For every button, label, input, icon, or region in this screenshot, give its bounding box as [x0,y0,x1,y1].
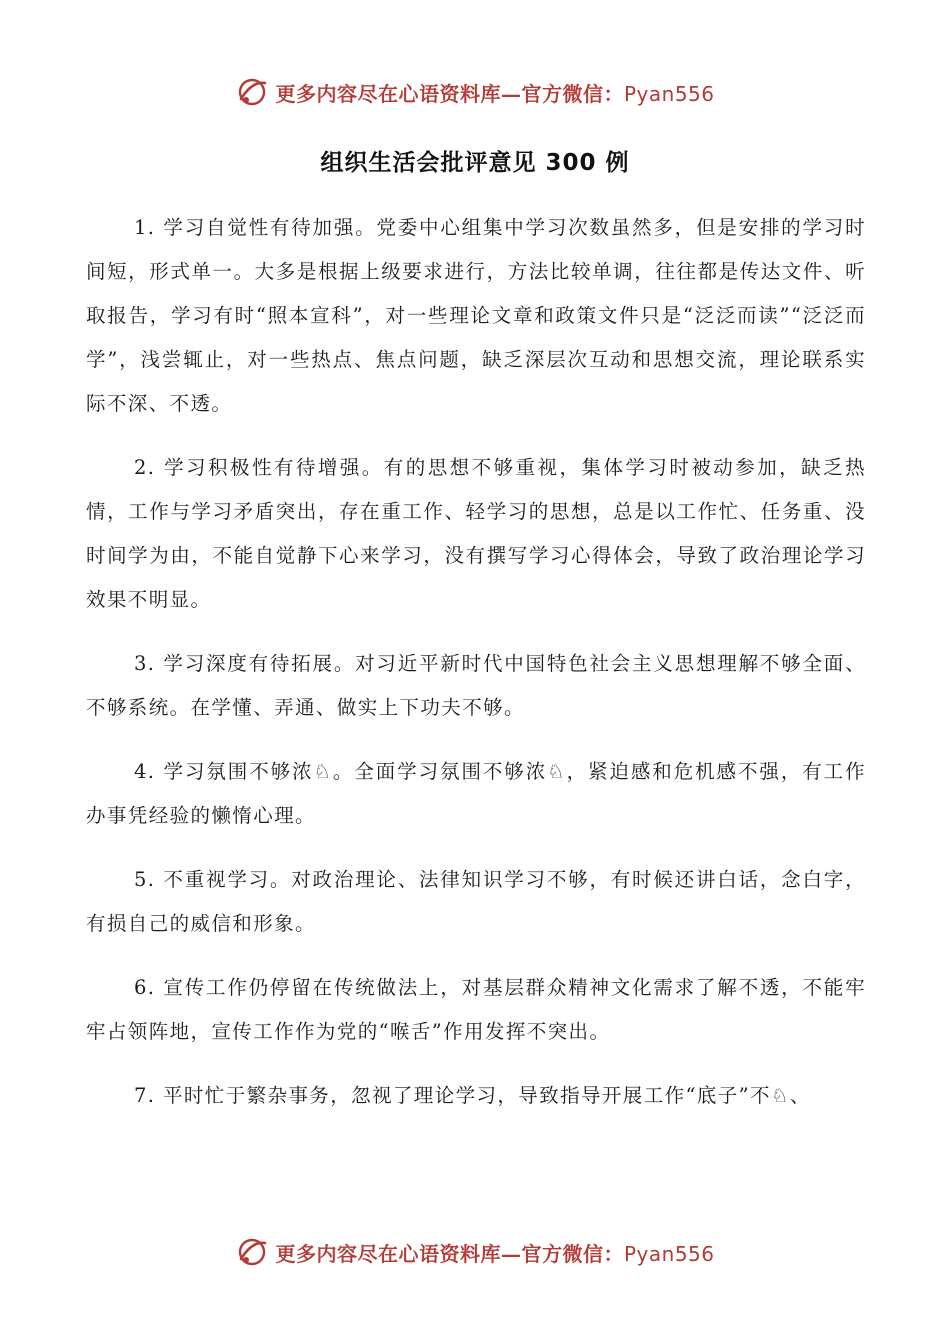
paragraph-3: 3. 学习深度有待拓展。对习近平新时代中国特色社会主义思想理解不够全面、不够系统。在学懂、弄通、做实上下功夫不够。 [86,652,866,719]
watermark-slogan: 更多内容尽在心语资料库—官方微信： [275,1241,624,1266]
document-title: 组织生活会批评意见 300 例 [320,150,630,176]
watermark-wechat-id: Pyan556 [623,1241,715,1266]
paragraph-7: 7. 平时忙于繁杂事务，忽视了理论学习，导致指导开展工作“底子”不♘、 [134,1084,811,1107]
watermark-banner-top [0,72,950,112]
document-body [86,206,866,1138]
watermark-wechat-id: Pyan556 [623,81,715,106]
watermark-banner-bottom [0,1232,950,1272]
library-logo-icon [235,1235,269,1269]
paragraph-2: 2. 学习积极性有待增强。有的思想不够重视，集体学习时被动参加，缺乏热情，工作与学习矛盾突出，存在重工作、轻学习的思想，总是以工作忙、任务重、没时间学为由，不能自觉静下心来学习，没有撰写学习心得体会，导致了政治理论学习效果不明显。 [86,456,866,611]
paragraph-6: 6. 宣传工作仍停留在传统做法上，对基层群众精神文化需求了解不透，不能牢牢占领阵地，宣传工作作为党的“喉舌”作用发挥不突出。 [86,976,866,1043]
watermark-text [275,1238,714,1267]
watermark-slogan: 更多内容尽在心语资料库—官方微信： [275,81,624,106]
watermark-text [275,78,714,107]
paragraph-4: 4. 学习氛围不够浓♘。全面学习氛围不够浓♘，紧迫感和危机感不强，有工作办事凭经验的懒惰心理。 [86,760,866,827]
paragraph-1: 1. 学习自觉性有待加强。党委中心组集中学习次数虽然多，但是安排的学习时间短，形式单一。大多是根据上级要求进行，方法比较单调，往往都是传达文件、听取报告，学习有时“照本宣科”，对一些理论文章和政策文件只是“泛泛而读”“泛泛而学”，浅尝辄止，对一些热点、焦点问题，缺乏深层次互动和思想交流，理论联系实际不深、不透。 [86,216,866,415]
library-logo-icon [235,75,269,109]
paragraph-5: 5. 不重视学习。对政治理论、法律知识学习不够，有时候还讲白话，念白字，有损自己的威信和形象。 [86,868,866,935]
